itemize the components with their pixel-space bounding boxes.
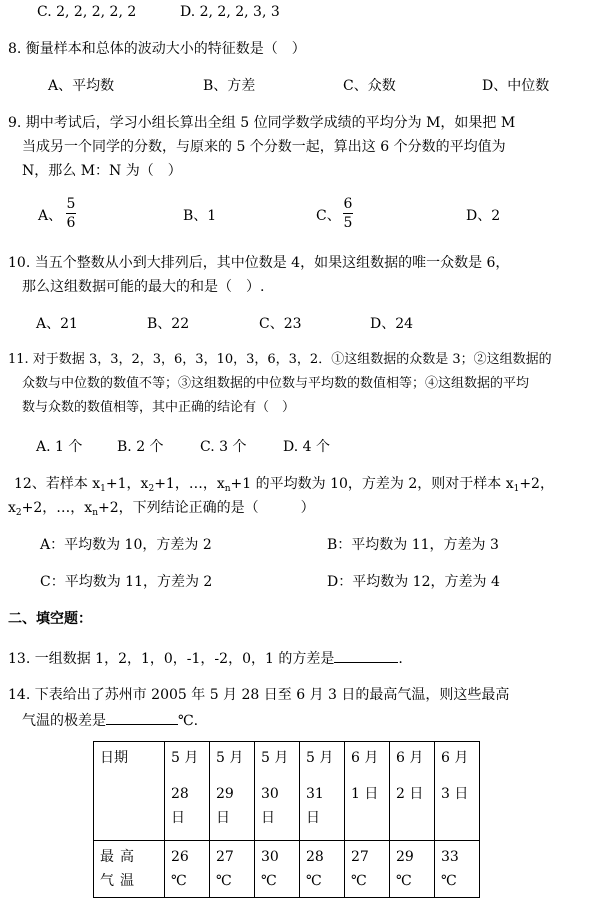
q9-option-c-fraction	[341, 196, 355, 231]
q12-line-2	[8, 499, 315, 522]
temp-value: 33	[441, 849, 459, 865]
q12-text: +2，…，x	[21, 500, 93, 516]
temp-value: 27	[351, 849, 369, 865]
q11-line-2: 众数与中位数的数值不等；③这组数据的中位数与平均数的数值相等；④这组数据的平均	[22, 376, 530, 391]
section-heading-fill-in: 二、填空题：	[8, 611, 92, 627]
fraction-numerator: 6	[343, 196, 353, 212]
temp-cell	[435, 841, 480, 898]
q12-option-b: B：平均数为 11，方差为 3	[327, 537, 499, 553]
temperature-table	[93, 741, 480, 898]
q9-option-c-label: C、	[316, 208, 341, 224]
date-cell	[435, 742, 480, 841]
answer-blank[interactable]	[106, 710, 178, 725]
q12-text: +1，…，x	[154, 476, 225, 492]
q14-unit: ℃.	[178, 713, 199, 729]
date-unit: 日	[306, 810, 320, 826]
date-day: 28	[171, 786, 189, 802]
q10-line-2: 那么这组数据可能的最大的和是（ ）.	[22, 279, 265, 295]
fraction-numerator: 5	[66, 196, 76, 212]
q13-end: .	[398, 651, 403, 667]
subscript: 2	[15, 508, 22, 518]
date-day: 1 日	[351, 786, 379, 802]
date-day: 30	[261, 786, 279, 802]
q10-option-a: A、21	[36, 316, 78, 332]
temp-unit: ℃	[351, 873, 367, 889]
q12-option-a: A：平均数为 10，方差为 2	[40, 537, 212, 553]
date-unit: 日	[171, 810, 185, 826]
fraction-denominator: 5	[343, 215, 353, 231]
q9-option-d: D、2	[466, 208, 501, 224]
fraction-bar	[343, 213, 353, 214]
date-cell	[390, 742, 435, 841]
q11-line-1: 11. 对于数据 3，3，2，3，6，3，10，3，6，3，2．①这组数据的众数是 3；②这组数据的	[8, 352, 552, 367]
answer-blank[interactable]	[334, 648, 398, 663]
subscript: 1	[100, 484, 106, 494]
q11-line-3: 数与众数的数值相等，其中正确的结论有（ ）	[22, 400, 296, 415]
temp-unit: ℃	[171, 873, 187, 889]
temp-value: 29	[396, 849, 414, 865]
q9-option-a-label: A、	[38, 208, 63, 224]
date-cell	[165, 742, 210, 841]
q8-option-a: A、平均数	[48, 78, 115, 94]
fraction-denominator: 6	[66, 215, 76, 231]
date-month: 6 月	[396, 750, 424, 766]
temp-unit: ℃	[261, 873, 277, 889]
temp-unit: ℃	[441, 873, 457, 889]
temp-cell	[255, 841, 300, 898]
q12-text: +2，下列结论正确的是（ ）	[97, 500, 315, 516]
q11-option-b: B. 2 个	[117, 439, 164, 455]
date-cell	[345, 742, 390, 841]
q10-option-c: C、23	[259, 316, 302, 332]
q11-option-a: A. 1 个	[36, 439, 83, 455]
q13-line	[8, 648, 403, 668]
q12-option-d: D：平均数为 12，方差为 4	[327, 574, 500, 590]
date-month: 5 月	[261, 750, 289, 766]
q10-option-d: D、24	[370, 316, 414, 332]
subscript: 1	[513, 484, 520, 494]
q13-text: 13. 一组数据 1，2，1，0，-1，-2，0，1 的方差是	[8, 651, 335, 667]
q12-text: 12、若样本 x	[14, 476, 101, 492]
q14-text: 气温的极差是	[22, 713, 106, 729]
q12-text: +1，x	[105, 476, 149, 492]
q9-option-b: B、1	[183, 208, 217, 224]
temp-unit: ℃	[306, 873, 322, 889]
date-day: 2 日	[396, 786, 424, 802]
date-day: 31	[306, 786, 324, 802]
q9-option-a-fraction	[64, 196, 78, 231]
subscript: 2	[148, 484, 155, 494]
q8-option-c: C、众数	[343, 78, 396, 94]
q12-text: x	[8, 500, 16, 516]
temp-cell	[165, 841, 210, 898]
date-month: 6 月	[351, 750, 379, 766]
subscript: n	[224, 484, 231, 494]
temp-value: 30	[261, 849, 279, 865]
q10-option-b: B、22	[147, 316, 190, 332]
q11-option-d: D. 4 个	[283, 439, 330, 455]
subscript: n	[92, 508, 98, 518]
temp-cell	[210, 841, 255, 898]
q12-text: +2，	[519, 476, 554, 492]
q9-line-1: 9. 期中考试后，学习小组长算出全组 5 位同学数学成绩的平均分为 M，如果把 M	[8, 115, 516, 131]
q10-line-1: 10. 当五个整数从小到大排列后，其中位数是 4，如果这组数据的唯一众数是 6，	[8, 255, 510, 271]
q12-option-c: C：平均数为 11，方差为 2	[40, 574, 213, 590]
date-month: 5 月	[306, 750, 334, 766]
temp-unit: ℃	[396, 873, 412, 889]
temp-cell	[345, 841, 390, 898]
temp-cell	[390, 841, 435, 898]
date-cell	[255, 742, 300, 841]
q12-text: +1 的平均数为 10，方差为 2，则对于样本 x	[230, 476, 514, 492]
date-day: 29	[216, 786, 234, 802]
q7-option-c: C. 2, 2, 2, 2, 2	[37, 4, 137, 20]
table-header-temp: 最高气温	[94, 841, 165, 898]
table-header-date: 日期	[94, 742, 165, 841]
temp-value: 27	[216, 849, 234, 865]
q11-option-c: C. 3 个	[200, 439, 247, 455]
q7-option-d: D. 2, 2, 2, 3, 3	[180, 4, 280, 20]
date-unit: 日	[261, 810, 275, 826]
table-row-temps	[94, 841, 480, 898]
q9-line-2: 当成另一个同学的分数，与原来的 5 个分数一起，算出这 6 个分数的平均值为	[22, 139, 506, 155]
table-row-dates	[94, 742, 480, 841]
q8-stem: 8. 衡量样本和总体的波动大小的特征数是（ ）	[8, 41, 306, 57]
date-month: 5 月	[216, 750, 244, 766]
q8-option-d: D、中位数	[482, 78, 550, 94]
date-cell	[300, 742, 345, 841]
q14-line-2	[22, 710, 198, 730]
temp-unit: ℃	[216, 873, 232, 889]
q12-line-1	[14, 475, 554, 498]
temp-value: 28	[306, 849, 324, 865]
q14-line-1: 14. 下表给出了苏州市 2005 年 5 月 28 日至 6 月 3 日的最高气温，则这些最高	[8, 687, 510, 703]
date-cell	[210, 742, 255, 841]
date-month: 5 月	[171, 750, 199, 766]
q8-option-b: B、方差	[203, 78, 256, 94]
q9-line-3: N，那么 M：N 为（ ）	[22, 163, 182, 179]
date-day: 3 日	[441, 786, 469, 802]
date-unit: 日	[216, 810, 230, 826]
fraction-bar	[66, 213, 76, 214]
temp-value: 26	[171, 849, 189, 865]
date-month: 6 月	[441, 750, 469, 766]
temp-cell	[300, 841, 345, 898]
